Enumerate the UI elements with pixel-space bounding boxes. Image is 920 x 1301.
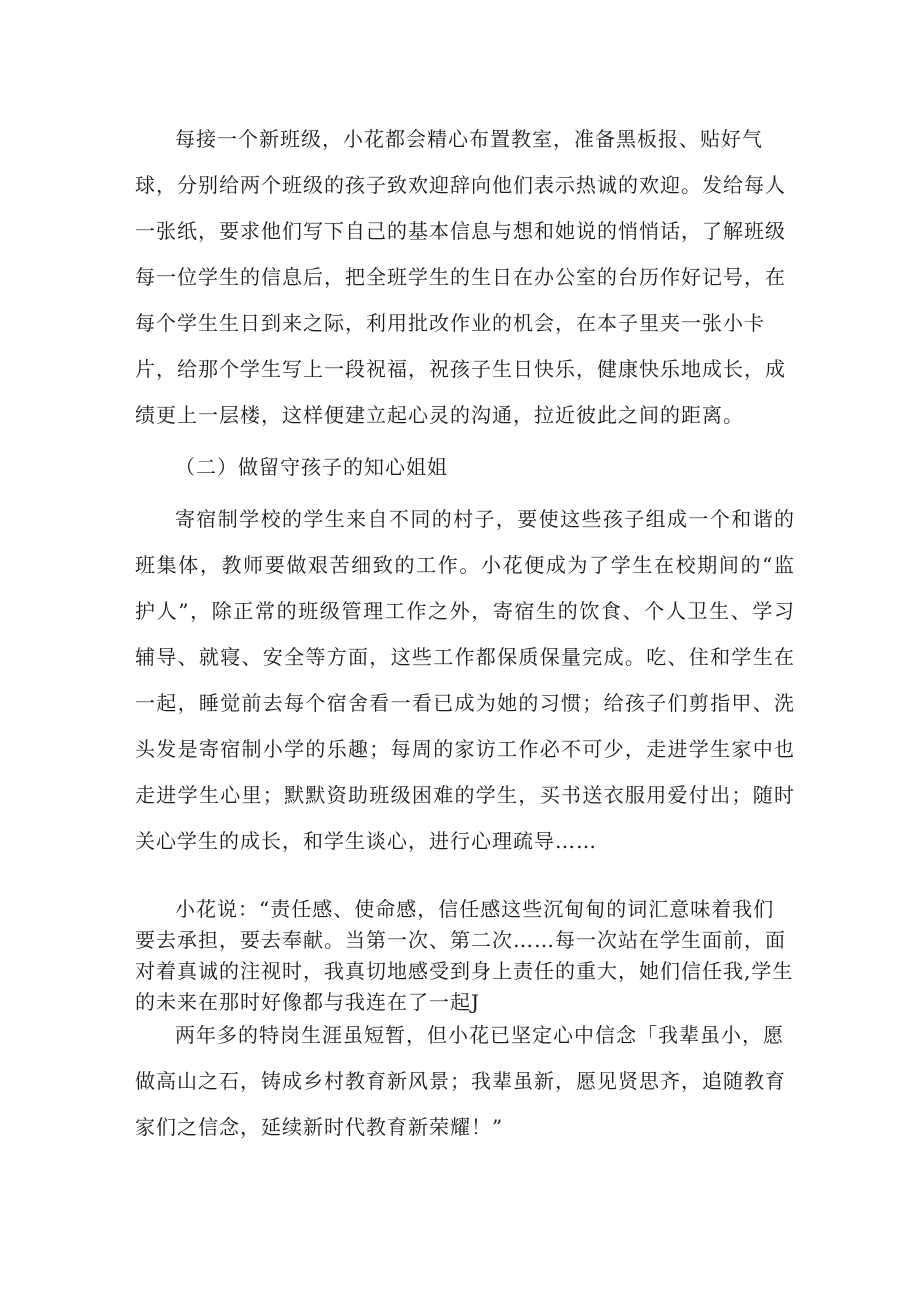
paragraph-quote-responsibility: 小花说：“责任感、使命感，信任感这些沉甸甸的词汇意味着我们要去承担，要去奉献。当第一次、第二次……每一次站在学生面前，面对着真诚的注视时，我真切地感受到身上责任的重大，她们信任我,学生的未来在那时好像都与我连在了一起J bbox=[135, 897, 794, 1014]
paragraph-class-welcome: 每接一个新班级，小花都会精心布置教室，准备黑板报、贴好气球，分别给两个班级的孩子致欢迎辞向他们表示热诚的欢迎。发给每人一张纸，要求他们写下自己的基本信息与想和她说的悄悄话，了解班级每一位学生的信息后，把全班学生的生日在办公室的台历作好记号，在每个学生生日到来之际，利用批改作业的机会，在本子里夹一张小卡片，给那个学生写上一段祝福，祝孩子生日快乐，健康快乐地成长，成绩更上一层楼，这样便建立起心灵的沟通，拉近彼此之间的距离。 bbox=[135, 127, 786, 427]
paragraph-boarding-care: 寄宿制学校的学生来自不同的村子，要使这些孩子组成一个和谐的班集体，教师要做艰苦细致的工作。小花便成为了学生在校期间的“监护人”，除正常的班级管理工作之外，寄宿生的饮食、个人卫生、学习辅导、就寝、安全等方面，这些工作都保质保量完成。吃、住和学生在一起，睡觉前去每个宿舍看一看已成为她的习惯；给孩子们剪指甲、洗头发是寄宿制小学的乐趣；每周的家访工作必不可少，走进学生家中也走进学生心里；默默资助班级困难的学生，买书送衣服用爱付出；随时关心学生的成长，和学生谈心，进行心理疏导…… bbox=[135, 507, 795, 853]
paragraph-belief: 两年多的特岗生涯虽短暂，但小花已坚定心中信念「我辈虽小，愿做高山之石，铸成乡村教育新风景；我辈虽新，愿见贤思齐，追随教育家们之信念，延续新时代教育新荣耀！” bbox=[135, 1023, 786, 1139]
section-heading: （二）做留守孩子的知心姐姐 bbox=[175, 455, 448, 479]
